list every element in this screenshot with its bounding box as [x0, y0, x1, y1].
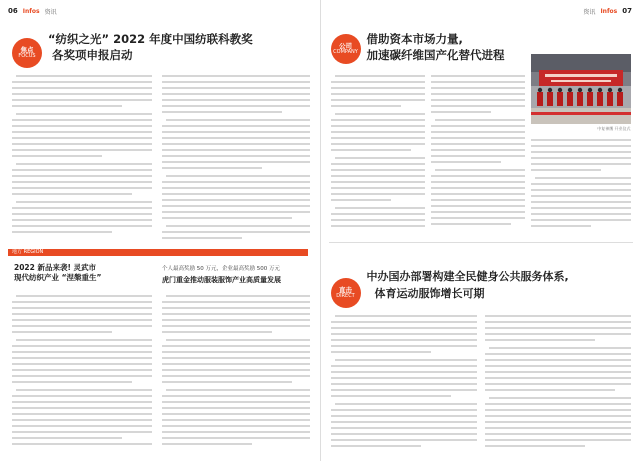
company-body-col1 [331, 72, 425, 234]
section-divider [329, 242, 633, 243]
region-right-title: 虎门重金推动服装服饰产业高质量发展 [162, 276, 281, 284]
region-strip: 地方 REGION [8, 249, 308, 256]
section-label: Infos [600, 7, 618, 15]
region-article-title: 2022 新品来袭! 灵武市 现代纺织产业 “涅槃重生” [14, 263, 102, 282]
ceremony-photo [531, 54, 631, 124]
focus-badge: 焦点 FOCUS [12, 38, 42, 68]
page-number: 07 [622, 7, 632, 15]
right-page [321, 0, 640, 461]
page-header [0, 0, 320, 18]
direct-title: 中办国办部署构建全民健身公共服务体系, 体育运动服饰增长可期 [366, 270, 569, 300]
direct-body-left [331, 312, 477, 454]
region-body-right [162, 292, 310, 454]
text-lines [162, 292, 310, 454]
photo-caption: 中复神鹰 开业仪式 [597, 126, 631, 131]
focus-title: “纺织之光” 2022 年度中国纺联科教奖 各奖项申报启动 [48, 32, 253, 62]
column-label: 资讯 [44, 8, 57, 16]
page-header [321, 0, 640, 18]
text-lines [531, 136, 631, 234]
company-badge: 公司 COMPANY [331, 34, 361, 64]
focus-body-left [12, 72, 152, 240]
region-right-intro: 个人最高奖励 50 万元，企业最高奖励 500 万元 [162, 266, 280, 272]
text-lines [12, 292, 152, 454]
page-number: 06 [8, 7, 18, 15]
text-lines [162, 72, 310, 240]
company-title: 借助资本市场力量, 加速碳纤维国产化替代进程 [366, 32, 505, 62]
column-label: 资讯 [583, 8, 596, 16]
text-lines [331, 72, 425, 234]
text-lines [12, 72, 152, 240]
region-body-left [12, 292, 152, 454]
section-label: Infos [22, 7, 40, 15]
text-lines [331, 312, 477, 454]
company-body-col3 [531, 136, 631, 234]
company-body-col2 [431, 72, 525, 234]
focus-body-right [162, 72, 310, 240]
text-lines [485, 312, 631, 454]
ceremony-photo-graphic [531, 54, 631, 124]
text-lines [431, 72, 525, 234]
direct-body-right [485, 312, 631, 454]
direct-badge: 直击 DIRECT [331, 278, 361, 308]
